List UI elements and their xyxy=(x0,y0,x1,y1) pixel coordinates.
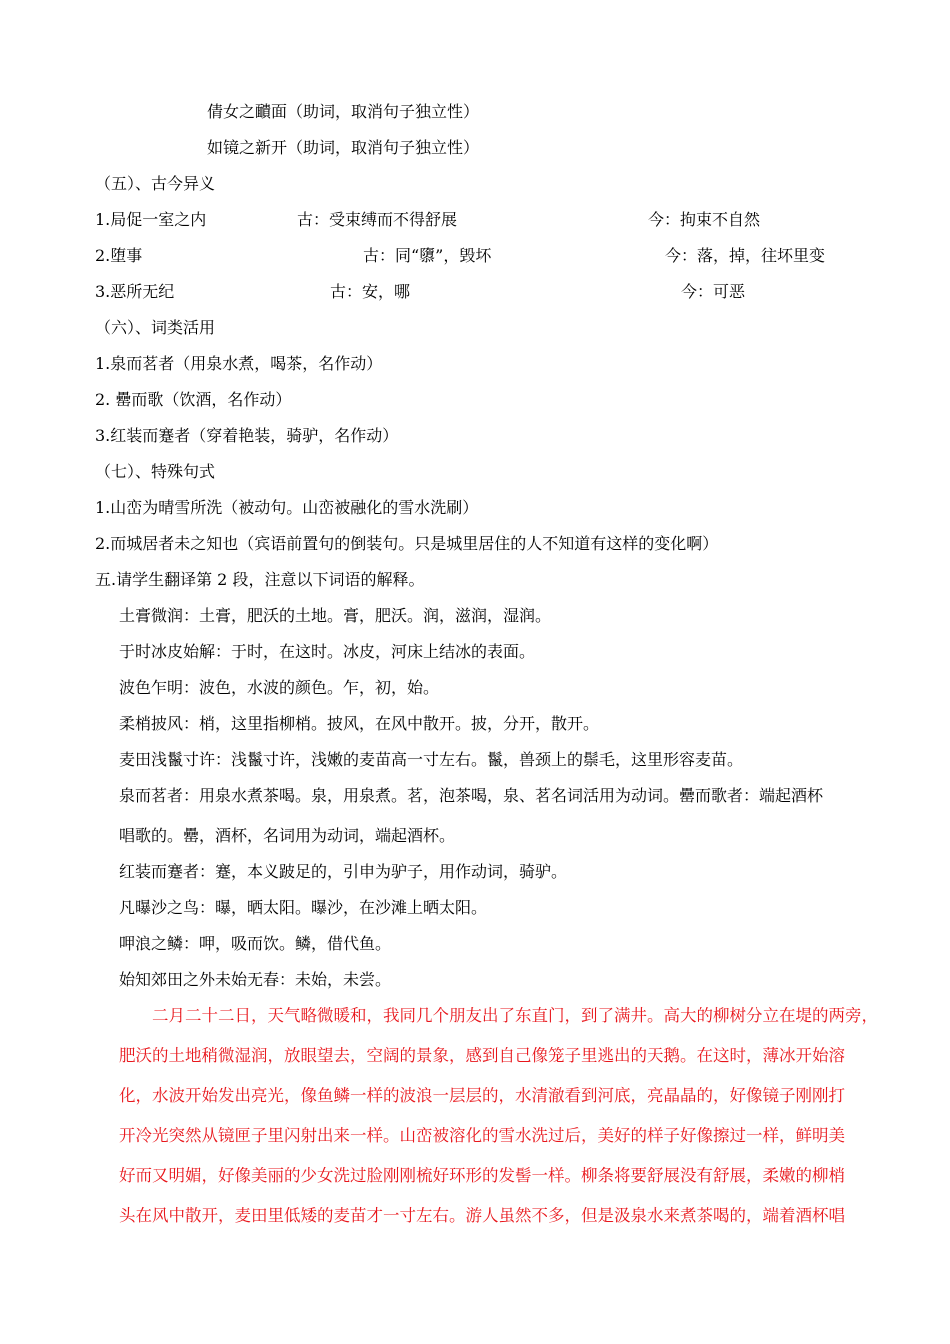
translation-line: 肥沃的土地稍微湿润，放眼望去，空阔的景象，感到自己像笼子里逃出的天鹅。在这时，薄冰开始溶 xyxy=(119,1046,845,1065)
translation-task-heading: 五.请学生翻译第 2 段，注意以下词语的解释。 xyxy=(95,570,425,589)
vocabulary-line: 唱歌的。罍，酒杯，名词用为动词，端起酒杯。 xyxy=(119,826,456,845)
zhi-usage-line: 如镜之新开（助词，取消句子独立性） xyxy=(207,138,480,157)
translation-line: 化，水波开始发出亮光，像鱼鳞一样的波浪一层层的，水清澈看到河底，亮晶晶的，好像镜子刚刚打 xyxy=(119,1086,845,1105)
zhi-usage-line: 倩女之靧面（助词，取消句子独立性） xyxy=(207,102,480,121)
ancient-modern-term: 1.局促一室之内 xyxy=(95,210,207,229)
vocabulary-line: 麦田浅鬣寸许：浅鬣寸许，浅嫩的麦苗高一寸左右。鬣，兽颈上的鬃毛，这里形容麦苗。 xyxy=(119,750,744,769)
modern-meaning: 今：可恶 xyxy=(681,282,746,301)
ancient-modern-term: 3.恶所无纪 xyxy=(95,282,175,301)
translation-line: 开冷光突然从镜匣子里闪射出来一样。山峦被溶化的雪水洗过后，美好的样子好像擦过一样，鲜明美 xyxy=(119,1126,845,1145)
section-heading-word-class: （六）、词类活用 xyxy=(95,318,216,337)
vocabulary-line: 波色乍明：波色，水波的颜色。乍，初，始。 xyxy=(119,678,440,697)
ancient-meaning: 古：受束缚而不得舒展 xyxy=(297,210,458,229)
word-class-item: 2. 罍而歌（饮酒，名作动） xyxy=(95,390,292,409)
vocabulary-line: 凡曝沙之鸟：曝，晒太阳。曝沙，在沙滩上晒太阳。 xyxy=(119,898,488,917)
ancient-meaning: 古：安，哪 xyxy=(330,282,411,301)
vocabulary-line: 呷浪之鳞：呷，吸而饮。鳞，借代鱼。 xyxy=(119,934,392,953)
vocabulary-line: 红装而蹇者：蹇，本义跛足的，引申为驴子，用作动词，骑驴。 xyxy=(119,862,568,881)
section-heading-ancient-modern: （五）、古今异义 xyxy=(95,174,216,193)
word-class-item: 3.红装而蹇者（穿着艳装，骑驴，名作动） xyxy=(95,426,399,445)
vocabulary-line: 土膏微润：土膏，肥沃的土地。膏，肥沃。润，滋润，湿润。 xyxy=(119,606,552,625)
modern-meaning: 今：落，掉，往坏里变 xyxy=(665,246,826,265)
special-sentence-item: 2.而城居者未之知也（宾语前置句的倒装句。只是城里居住的人不知道有这样的变化啊） xyxy=(95,534,719,553)
section-heading-special-sentences: （七）、特殊句式 xyxy=(95,462,216,481)
ancient-modern-term: 2.堕事 xyxy=(95,246,143,265)
translation-line: 头在风中散开，麦田里低矮的麦苗才一寸左右。游人虽然不多，但是汲泉水来煮茶喝的，端着酒杯唱 xyxy=(119,1206,845,1225)
vocabulary-line: 泉而茗者：用泉水煮茶喝。泉，用泉煮。茗，泡茶喝，泉、茗名词活用为动词。罍而歌者：端起酒杯 xyxy=(119,786,824,805)
vocabulary-line: 始知郊田之外未始无春：未始，未尝。 xyxy=(119,970,392,989)
vocabulary-line: 柔梢披风：梢，这里指柳梢。披风，在风中散开。披，分开，散开。 xyxy=(119,714,600,733)
vocabulary-line: 于时冰皮始解：于时，在这时。冰皮，河床上结冰的表面。 xyxy=(119,642,536,661)
special-sentence-item: 1.山峦为晴雪所洗（被动句。山峦被融化的雪水洗刷） xyxy=(95,498,479,517)
ancient-meaning: 古：同“隳”，毁坏 xyxy=(363,246,492,265)
translation-line: 好而又明媚，好像美丽的少女洗过脸刚刚梳好环形的发髻一样。柳条将要舒展没有舒展，柔嫩的柳梢 xyxy=(119,1166,845,1185)
modern-meaning: 今：拘束不自然 xyxy=(648,210,761,229)
word-class-item: 1.泉而茗者（用泉水煮，喝茶，名作动） xyxy=(95,354,383,373)
translation-line: 二月二十二日，天气略微暖和，我同几个朋友出了东直门，到了满井。高大的柳树分立在堤的两旁， xyxy=(152,1006,878,1025)
